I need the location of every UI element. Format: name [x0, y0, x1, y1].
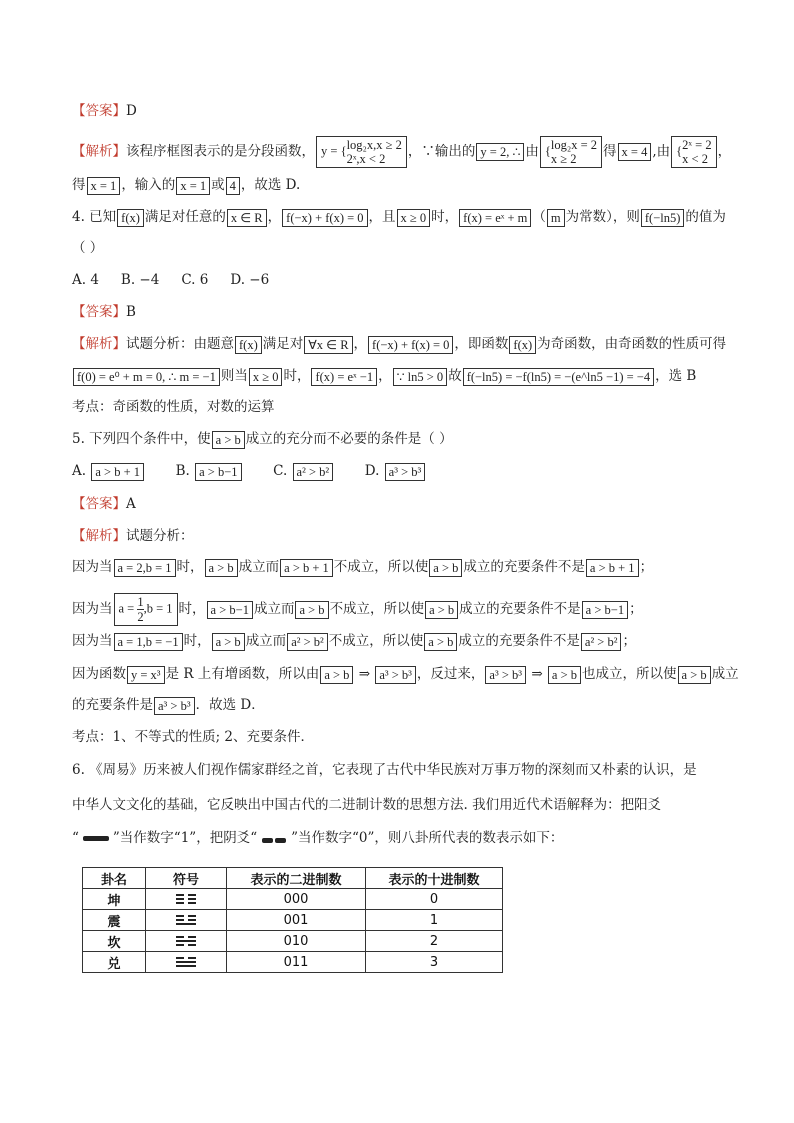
text: 或	[211, 177, 225, 193]
formula-box: a² > b²	[581, 633, 622, 651]
q5-reason-4: 因为函数 y = x³ 是 R 上有增函数，所以由 a > b ⇒ a³ > b³ ，反过来， a³ > b³ ⇒ a > b 也成立，所以使 a > b 成立	[72, 666, 739, 682]
q5-reason-3: 因为当 a = 1,b = −1 时， a > b 成立而 a² > b² 不成立，所以使 a > b 成立的充要条件不是 a² > b² ；	[72, 633, 636, 649]
table-header: 表示的十进制数	[366, 868, 503, 889]
q4-answer-line	[72, 302, 136, 322]
text: 时，	[283, 368, 311, 384]
text: ，	[353, 336, 368, 352]
analysis-tag: 【解析】	[72, 528, 126, 544]
answer-value: B	[126, 304, 136, 320]
option-b: a > b−1	[195, 463, 241, 481]
text: ，	[267, 209, 282, 225]
decimal-value: 2	[366, 931, 503, 952]
formula-box: a > b	[424, 633, 457, 651]
formula-box: a > b + 1	[586, 559, 639, 577]
table-header: 卦名	[83, 868, 146, 889]
formula-box: f(x) = eˣ −1	[311, 368, 377, 386]
formula-box: f(x)	[509, 336, 536, 354]
text: 试题分析：	[126, 528, 194, 544]
formula-box: a³ > b³	[154, 697, 195, 715]
formula-box: a² > b²	[287, 633, 328, 651]
q3-analysis-line1	[72, 136, 731, 168]
option-a: a > b + 1	[91, 463, 144, 481]
q5-reason-1: 因为当 a = 2,b = 1 时， a > b 成立而 a > b + 1 不成立，所以使 a > b 成立的充要条件不是 a > b + 1 ；	[72, 559, 654, 575]
table-row	[83, 952, 503, 973]
formula-box: a = 1,b = −1	[114, 633, 183, 651]
formula-box: a > b	[425, 601, 458, 619]
formula-box: a > b	[205, 559, 238, 577]
q4-kaodian: 考点：奇函数的性质，对数的运算	[72, 399, 275, 415]
text: ，	[378, 368, 392, 384]
text: 得	[603, 143, 617, 160]
formula-box: f(−ln5)	[641, 209, 685, 227]
option-c: C. 6	[181, 272, 209, 288]
text: 满足对	[262, 336, 304, 352]
formula-box: y = { log₂x,x ≥ 2 2ˣ,x < 2	[316, 136, 407, 168]
q6-line1: 6. 《周易》历来被人们视作儒家群经之首，它表现了古代中华民族对万事万物的深刻而又朴素的认识，是	[72, 762, 697, 778]
formula-box: y = x³	[127, 666, 165, 684]
formula-box: a³ > b³	[375, 666, 416, 684]
q4-stem	[72, 207, 726, 227]
q4-options	[72, 270, 291, 290]
formula-box: a > b−1	[582, 601, 628, 619]
analysis-tag: 【解析】	[72, 143, 126, 160]
formula-box: f(x)	[235, 336, 262, 354]
formula-box: x ≥ 0	[397, 209, 431, 227]
formula-box: x ≥ 0	[249, 368, 283, 386]
text: ，即函数	[454, 336, 509, 352]
q5-kaodian: 考点：1、不等式的性质; 2、充要条件．	[72, 729, 315, 745]
option-label: B.	[175, 463, 190, 479]
trigram-kan-icon	[146, 931, 227, 952]
table-header-row	[83, 868, 503, 889]
q5-options	[72, 461, 426, 481]
text: ，故选 D.	[240, 177, 301, 193]
decimal-value: 3	[366, 952, 503, 973]
q5-stem	[72, 429, 453, 449]
text: ,由	[652, 143, 671, 160]
table-row	[83, 931, 503, 952]
trigram-kun-icon	[146, 889, 227, 910]
table-row	[83, 910, 503, 931]
trigram-name: 震	[83, 910, 146, 931]
text: 试题分析：由题意	[126, 336, 234, 352]
text: ，∵输出的	[407, 143, 476, 160]
formula-box: x = 1	[87, 177, 121, 195]
formula-box: x ∈ R	[227, 209, 267, 227]
trigram-dui-icon	[146, 952, 227, 973]
answer-value: A	[126, 496, 136, 512]
binary-value: 011	[227, 952, 366, 973]
text: 成立的充分而不必要的条件是（ ）	[245, 431, 453, 447]
formula-box: a > b	[678, 666, 711, 684]
formula-box: ∀x ∈ R	[304, 336, 352, 354]
formula-box: { 2ˣ = 2 x < 2	[671, 136, 716, 168]
trigram-zhen-icon	[146, 910, 227, 931]
text: 时，	[431, 209, 459, 225]
answer-tag: 【答案】	[72, 496, 126, 512]
q4-analysis-line2	[72, 366, 696, 386]
formula-box: f(−ln5) = −f(ln5) = −(e^ln5 −1) = −4	[463, 368, 654, 386]
formula-box: a > b	[320, 666, 353, 684]
text: 5. 下列四个条件中，使	[72, 431, 211, 447]
text: 为常数），则	[565, 209, 640, 225]
bagua-table	[82, 867, 503, 973]
formula-box: f(0) = e⁰ + m = 0, ∴ m = −1	[73, 368, 220, 386]
answer-tag: 【答案】	[72, 304, 126, 320]
answer-value: D	[126, 103, 137, 119]
formula-box: a = 2,b = 1	[114, 559, 176, 577]
formula-box: x = 4	[618, 143, 652, 161]
yang-yao-icon	[83, 836, 109, 841]
formula-box: ∵ ln5 > 0	[393, 368, 448, 386]
q4-analysis-line1	[72, 334, 726, 354]
option-a: A. 4	[72, 272, 99, 288]
option-label: C.	[273, 463, 288, 479]
binary-value: 001	[227, 910, 366, 931]
text: （	[532, 209, 546, 225]
text: 故	[448, 368, 462, 384]
formula-box: a > b	[212, 431, 245, 449]
q5-reason-5: 的充要条件是 a³ > b³ ．故选 D．	[72, 697, 265, 713]
trigram-name: 坎	[83, 931, 146, 952]
q4-paren: （ ）	[72, 240, 104, 256]
decimal-value: 0	[366, 889, 503, 910]
formula-box: a > b	[548, 666, 581, 684]
text: 则当	[220, 368, 248, 384]
q5-analysis-head	[72, 526, 194, 546]
option-d: a³ > b³	[385, 463, 426, 481]
formula-box: f(−x) + f(x) = 0	[368, 336, 453, 354]
formula-box: a > b + 1	[280, 559, 333, 577]
option-b: B. −4	[120, 272, 160, 288]
trigram-name: 兑	[83, 952, 146, 973]
option-d: D. −6	[230, 272, 270, 288]
formula-box: a > b	[295, 601, 328, 619]
table-row	[83, 889, 503, 910]
q5-answer-line	[72, 494, 136, 514]
binary-value: 010	[227, 931, 366, 952]
text: 4. 已知	[72, 209, 117, 225]
text: ，且	[368, 209, 396, 225]
text: 由	[525, 143, 539, 160]
formula-box: x = 1	[176, 177, 210, 195]
formula-box: y = 2, ∴	[476, 143, 524, 161]
text: 的值为	[685, 209, 726, 225]
formula-box: 4	[226, 177, 240, 195]
q6-line2: 中华人文文化的基础，它反映出中国古代的二进制计数的思想方法. 我们用近代术语解释为：把阳爻	[72, 797, 662, 813]
option-label: D.	[364, 463, 380, 479]
formula-box: f(−x) + f(x) = 0	[282, 209, 367, 227]
table-header: 表示的二进制数	[227, 868, 366, 889]
answer-tag: 【答案】	[72, 103, 126, 119]
formula-box: a > b	[212, 633, 245, 651]
trigram-name: 坤	[83, 889, 146, 910]
text: ，	[717, 143, 732, 160]
formula-box: a³ > b³	[485, 666, 526, 684]
text: 满足对任意的	[144, 209, 226, 225]
formula-box: m	[547, 209, 565, 227]
formula-box: f(x)	[117, 209, 144, 227]
formula-box: f(x) = eˣ + m	[459, 209, 531, 227]
text: ，输入的	[121, 177, 176, 193]
q5-reason-2: 因为当 a = $\frac{1}{2}$ ,b = 1 时， a > b−1 成立而 a > b 不成立，所以使 a > b 成立的充要条件不是 a > b−1 ；	[72, 595, 643, 624]
formula-box: a > b−1	[207, 601, 253, 619]
formula-box: { log₂x = 2 x ≥ 2	[540, 136, 602, 168]
analysis-text: 该程序框图表示的是分段函数，	[126, 143, 315, 160]
text: 为奇函数，由奇函数的性质可得	[537, 336, 727, 352]
formula-box: a = $\frac{1}{2}$ ,b = 1	[114, 593, 178, 626]
binary-value: 000	[227, 889, 366, 910]
analysis-tag: 【解析】	[72, 336, 126, 352]
yin-yao-icon	[261, 829, 287, 849]
decimal-value: 1	[366, 910, 503, 931]
text: 得	[72, 177, 86, 193]
option-c: a² > b²	[293, 463, 334, 481]
text: ，选 B	[655, 368, 697, 384]
q3-answer-line	[72, 101, 137, 121]
q6-line3: “ ”当作数字“1”，把阴爻“ ”当作数字“0”，则八卦所代表的数表示如下：	[72, 828, 563, 849]
formula-box: a > b	[429, 559, 462, 577]
table-header: 符号	[146, 868, 227, 889]
option-label: A.	[72, 463, 87, 479]
q3-analysis-line2	[72, 175, 300, 195]
